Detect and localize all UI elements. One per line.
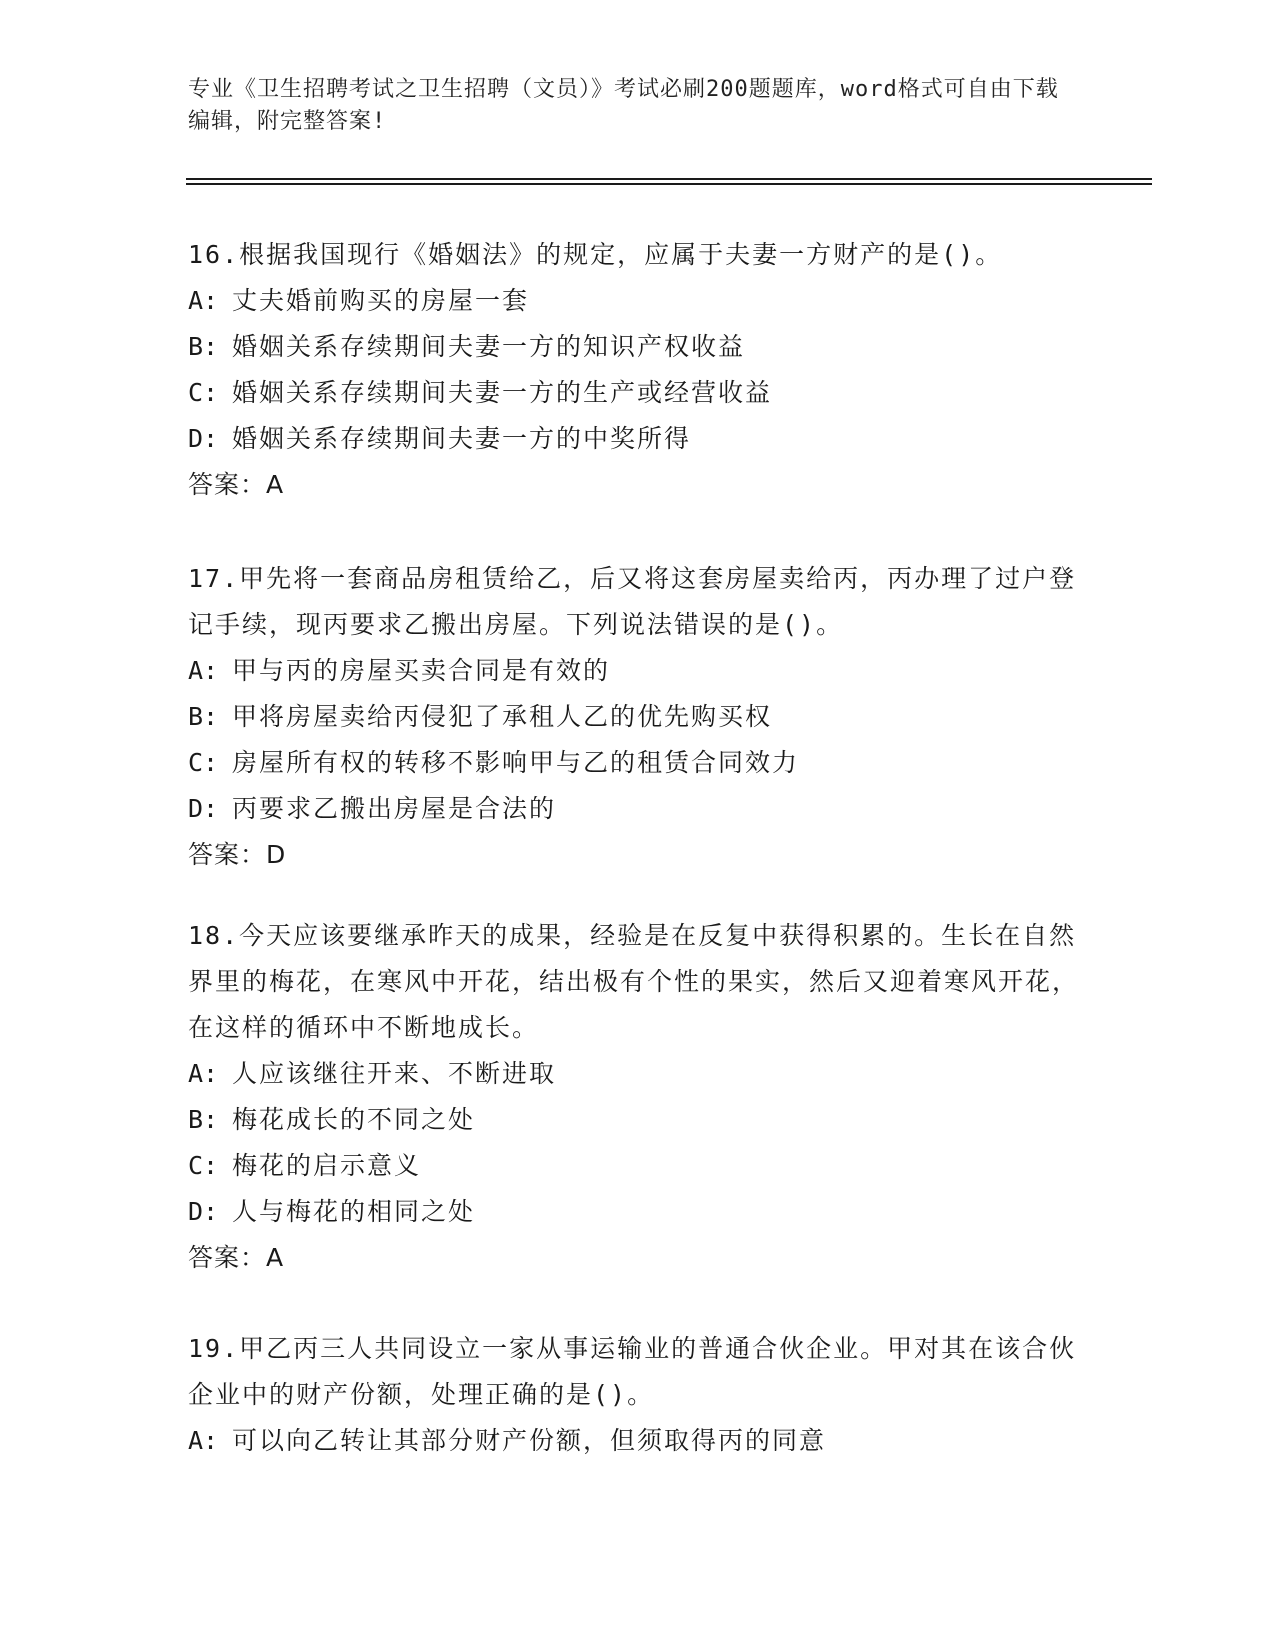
option-a [188, 1418, 1088, 1464]
option-text: 甲将房屋卖给丙侵犯了承租人乙的优先购买权 [232, 702, 773, 731]
option-letter: A: [188, 1059, 219, 1088]
option-text: 甲与丙的房屋买卖合同是有效的 [232, 656, 611, 685]
option-d [188, 786, 1088, 832]
option-letter: C: [188, 378, 219, 407]
option-c [188, 740, 1088, 786]
question-stem: 17.甲先将一套商品房租赁给乙，后又将这套房屋卖给丙，丙办理了过户登记手续，现丙要求乙搬出房屋。下列说法错误的是()。 [188, 564, 1077, 639]
option-letter: A: [188, 1426, 219, 1455]
option-text: 房屋所有权的转移不影响甲与乙的租赁合同效力 [232, 748, 800, 777]
option-letter: D: [188, 794, 219, 823]
option-text: 可以向乙转让其部分财产份额，但须取得丙的同意 [232, 1426, 827, 1455]
answer: 答案：A [188, 470, 285, 499]
header-divider-top [186, 178, 1152, 180]
header-divider-bottom [186, 183, 1152, 185]
option-letter: C: [188, 1151, 219, 1180]
option-d [188, 1189, 1088, 1235]
option-b [188, 694, 1088, 740]
option-b [188, 324, 1088, 370]
option-letter: B: [188, 332, 219, 361]
option-letter: D: [188, 424, 219, 453]
option-a [188, 1051, 1088, 1097]
option-text: 人应该继往开来、不断进取 [232, 1059, 557, 1088]
question-stem: 16.根据我国现行《婚姻法》的规定，应属于夫妻一方财产的是()。 [188, 240, 1003, 269]
question-stem: 18.今天应该要继承昨天的成果，经验是在反复中获得积累的。生长在自然界里的梅花，在寒风中开花，结出极有个性的果实，然后又迎着寒风开花，在这样的循环中不断地成长。 [188, 921, 1080, 1042]
question-18 [188, 913, 1088, 1281]
option-text: 梅花成长的不同之处 [232, 1105, 476, 1134]
option-text: 婚姻关系存续期间夫妻一方的知识产权收益 [232, 332, 746, 361]
option-text: 人与梅花的相同之处 [232, 1197, 476, 1226]
option-a [188, 278, 1088, 324]
option-text: 婚姻关系存续期间夫妻一方的生产或经营收益 [232, 378, 773, 407]
option-letter: B: [188, 702, 219, 731]
option-b [188, 1097, 1088, 1143]
answer: 答案：D [188, 840, 287, 869]
document-header: 专业《卫生招聘考试之卫生招聘（文员）》考试必刷200题题库，word格式可自由下载编辑，附完整答案! [188, 77, 1059, 134]
option-letter: D: [188, 1197, 219, 1226]
option-text: 梅花的启示意义 [232, 1151, 422, 1180]
option-letter: A: [188, 286, 219, 315]
option-letter: C: [188, 748, 219, 777]
option-text: 丈夫婚前购买的房屋一套 [232, 286, 530, 315]
option-a [188, 648, 1088, 694]
answer: 答案：A [188, 1243, 285, 1272]
question-17 [188, 556, 1088, 878]
option-text: 婚姻关系存续期间夫妻一方的中奖所得 [232, 424, 692, 453]
option-d [188, 416, 1088, 462]
option-c [188, 1143, 1088, 1189]
option-letter: A: [188, 656, 219, 685]
option-letter: B: [188, 1105, 219, 1134]
question-16 [188, 232, 1088, 508]
question-19 [188, 1326, 1088, 1464]
question-stem: 19.甲乙丙三人共同设立一家从事运输业的普通合伙企业。甲对其在该合伙企业中的财产份额，处理正确的是()。 [188, 1334, 1077, 1409]
option-text: 丙要求乙搬出房屋是合法的 [232, 794, 557, 823]
option-c [188, 370, 1088, 416]
